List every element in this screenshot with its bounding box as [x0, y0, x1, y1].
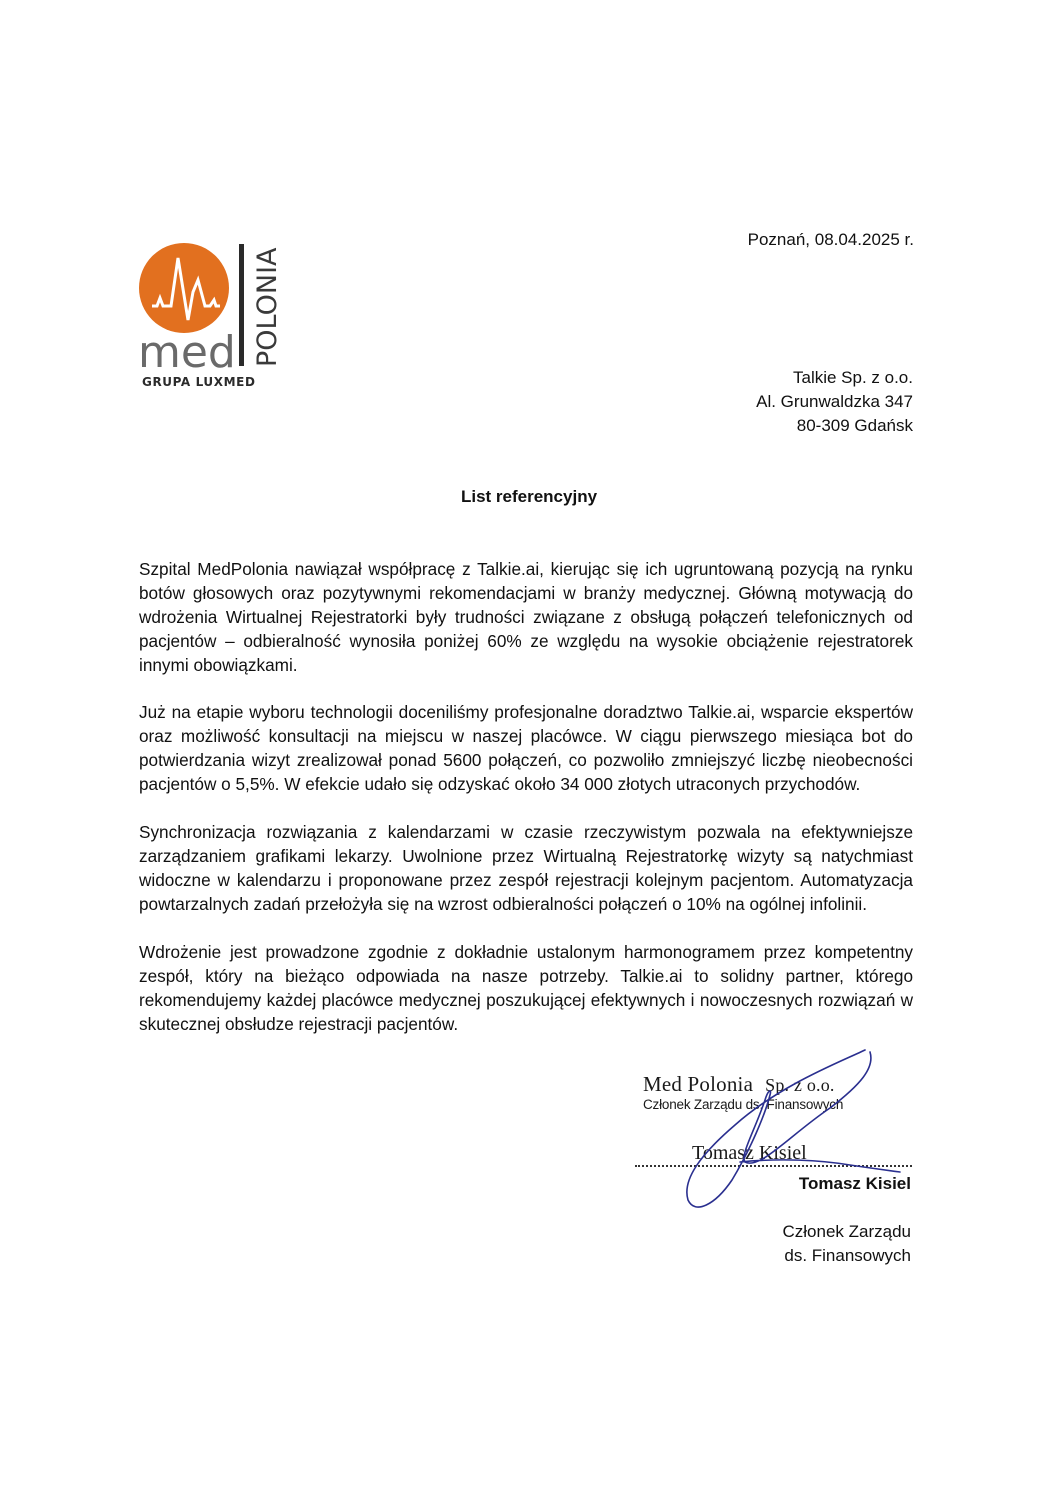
stamp-role: Członek Zarządu ds. Finansowych	[643, 1097, 844, 1112]
paragraph: Już na etapie wyboru technologii doceniliśmy profesjonalne doradztwo Talkie.ai, wsparcie ekspertów oraz możliwość konsultacji na miejscu w naszej placówce. W ciągu pierwszego miesiąca bot do potwierdzania wizyt zrealizował ponad 5600 połączeń, co pozwoliło zmniejszyć liczbę nieobecności pacjentów o 5,5%. W efekcie udało się odzyskać około 34 000 złotych utraconych przychodów.	[139, 702, 913, 794]
logo-graphic	[138, 240, 283, 375]
stamp-company-line	[643, 1072, 923, 1097]
logo-med-text: med	[138, 327, 236, 375]
stamp-company-suffix: Sp. z o.o.	[765, 1075, 835, 1095]
letter-title: List referencyjny	[460, 487, 598, 506]
logo-polonia-text: POLONIA	[252, 247, 283, 367]
signer-role	[782, 1220, 911, 1268]
signer-role-line2: ds. Finansowych	[784, 1246, 911, 1265]
paragraph: Szpital MedPolonia nawiązał współpracę z Talkie.ai, kierując się ich ugruntowaną pozycją na rynku botów głosowych oraz pozytywnymi rekomendacjami w branży medycznej. Główną motywacją do wdrożenia Wirtualnej Rejestratorki były trudności związane z obsługą połączeń telefonicznych od pacjentów – odbieralność wynosiła poniżej 60% ze względu na wysokie obciążenie rejestratorek innymi obowiązkami.	[139, 559, 913, 675]
stamp-name: Tomasz Kisiel	[692, 1142, 807, 1164]
signer-role-line1: Członek Zarządu	[782, 1222, 911, 1241]
recipient-city: 80-309 Gdańsk	[796, 416, 913, 435]
stamp-company-name: Med Polonia	[643, 1072, 754, 1096]
paragraph: Synchronizacja rozwiązania z kalendarzami w czasie rzeczywistym pozwala na efektywniejsze zarządzaniem grafikami lekarzy. Uwolnione przez Wirtualną Rejestratorkę wizyty są natychmiast widoczne w kalendarzu i proponowane przez zespół rejestracji kolejnym pacjentom. Automatyzacja powtarzalnych zadań przełożyła się na wzrost odbieralności połączeń o 10% na ogólnej infolinii.	[139, 822, 913, 914]
signer-name: Tomasz Kisiel	[798, 1174, 911, 1193]
signature-line	[635, 1165, 912, 1167]
logo-subtitle: GRUPA LUXMED	[142, 375, 256, 389]
logo-divider-bar	[239, 244, 244, 366]
recipient-street: Al. Grunwaldzka 347	[756, 392, 913, 411]
recipient-address	[756, 366, 913, 438]
company-stamp	[643, 1072, 923, 1112]
medpolonia-logo	[138, 240, 283, 400]
paragraph: Wdrożenie jest prowadzone zgodnie z dokładnie ustalonym harmonogramem przez kompetentny zespół, który na bieżąco odpowiada na nasze potrzeby. Talkie.ai to solidny partner, którego rekomendujemy każdej placówce medycznej poszukującej efektywnych i nowoczesnych rozwiązań w skutecznej obsłudze rejestracji pacjentów.	[139, 942, 913, 1034]
letter-body	[139, 557, 913, 1060]
letter-date: Poznań, 08.04.2025 r.	[747, 230, 914, 249]
recipient-company: Talkie Sp. z o.o.	[792, 368, 913, 387]
